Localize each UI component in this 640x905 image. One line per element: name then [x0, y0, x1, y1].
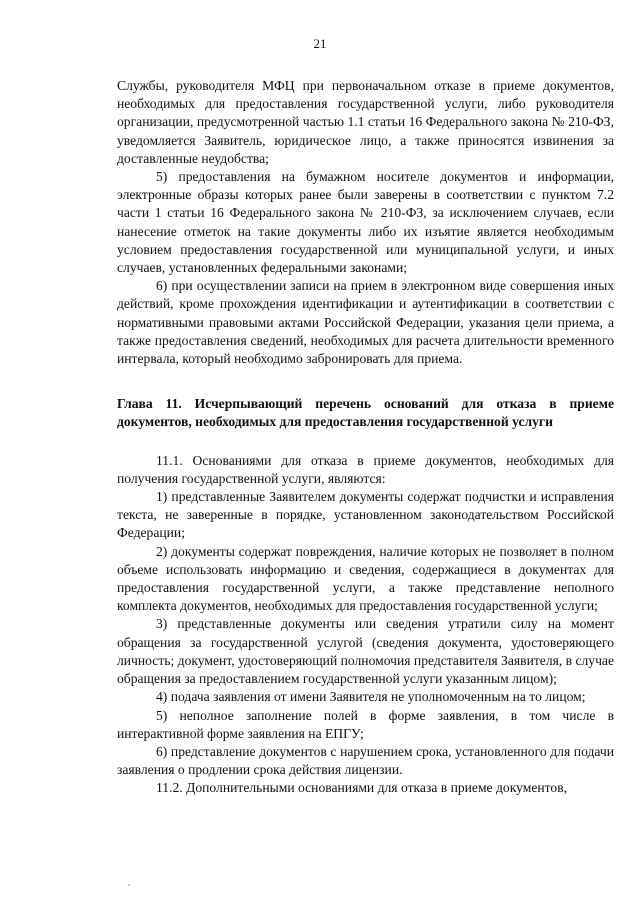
- paragraph-11-1-item-1: 1) представленные Заявителем документы содержат подчистки и исправления текста, не заверенные в порядке, установленном законодательством Российской Федерации;: [117, 489, 614, 541]
- page-number: 21: [313, 36, 327, 51]
- chapter-heading: Глава 11. Исчерпывающий перечень оснований для отказа в приеме документов, необходимых для предоставления государственной услуги: [117, 396, 614, 430]
- paragraph-11-1-item-6: 6) представление документов с нарушением срока, установленного для подачи заявления о продлении срока действия лицензии.: [117, 743, 614, 778]
- paragraph-11-1-item-2: 2) документы содержат повреждения, наличие которых не позволяет в полном объеме использовать информацию и сведения, содержащиеся в документах для предоставления государственной услуги, а также представление неполного комплекта документов, необходимых для предоставления государственной услуги;: [117, 543, 614, 614]
- paragraph-11-1-item-4: 4) подача заявления от имени Заявителя не уполномоченным на то лицом;: [156, 689, 586, 705]
- paragraph-continuation: Службы, руководителя МФЦ при первоначальном отказе в приеме документов, необходимых для предоставления государственной услуги, либо руководителя организации, предусмотренной частью 1.1 статьи 16 Федерального закона № 210-ФЗ, уведомляется Заявитель, юридическое лицо, а также приносятся извинения за доставленные неудобства;: [117, 78, 614, 166]
- paragraph-11-1-item-3: 3) представленные документы или сведения утратили силу на момент обращения за государственной услугой (сведения документа, удостоверяющего личность; документ, удостоверяющий полномочия представителя Заявителя, в случае обращения за предоставлением государственной услуги указанным лицом);: [117, 616, 614, 687]
- paragraph-11-1: 11.1. Основаниями для отказа в приеме документов, необходимых для получения государственной услуги, являются:: [117, 452, 614, 486]
- paragraph-item-6: 6) при осуществлении записи на прием в электронном виде совершения иных действий, кроме прохождения идентификации и аутентификации в соответствии с нормативными правовыми актами Российской Федерации, указания цели приема, а также предоставления сведений, необходимых для расчета длительности временного интервала, который необходимо забронировать для приема.: [117, 278, 614, 367]
- paragraph-11-1-item-5: 5) неполное заполнение полей в форме заявления, в том числе в интерактивной форме заявления на ЕПГУ;: [117, 707, 614, 741]
- scan-speck: [128, 884, 130, 886]
- paragraph-item-5: 5) предоставления на бумажном носителе документов и информации, электронные образы которых ранее были заверены в соответствии с пунктом 7.2 части 1 статьи 16 Федерального закона № 210-ФЗ, за исключением случаев, если нанесение отметок на такие документы либо их изъятие является необходимым условием предоставления государственной или муниципальной услуги, и иных случаев, установленных федеральными законами;: [117, 169, 614, 276]
- paragraph-11-2: 11.2. Дополнительными основаниями для отказа в приеме документов,: [156, 780, 568, 796]
- document-body: [117, 77, 614, 798]
